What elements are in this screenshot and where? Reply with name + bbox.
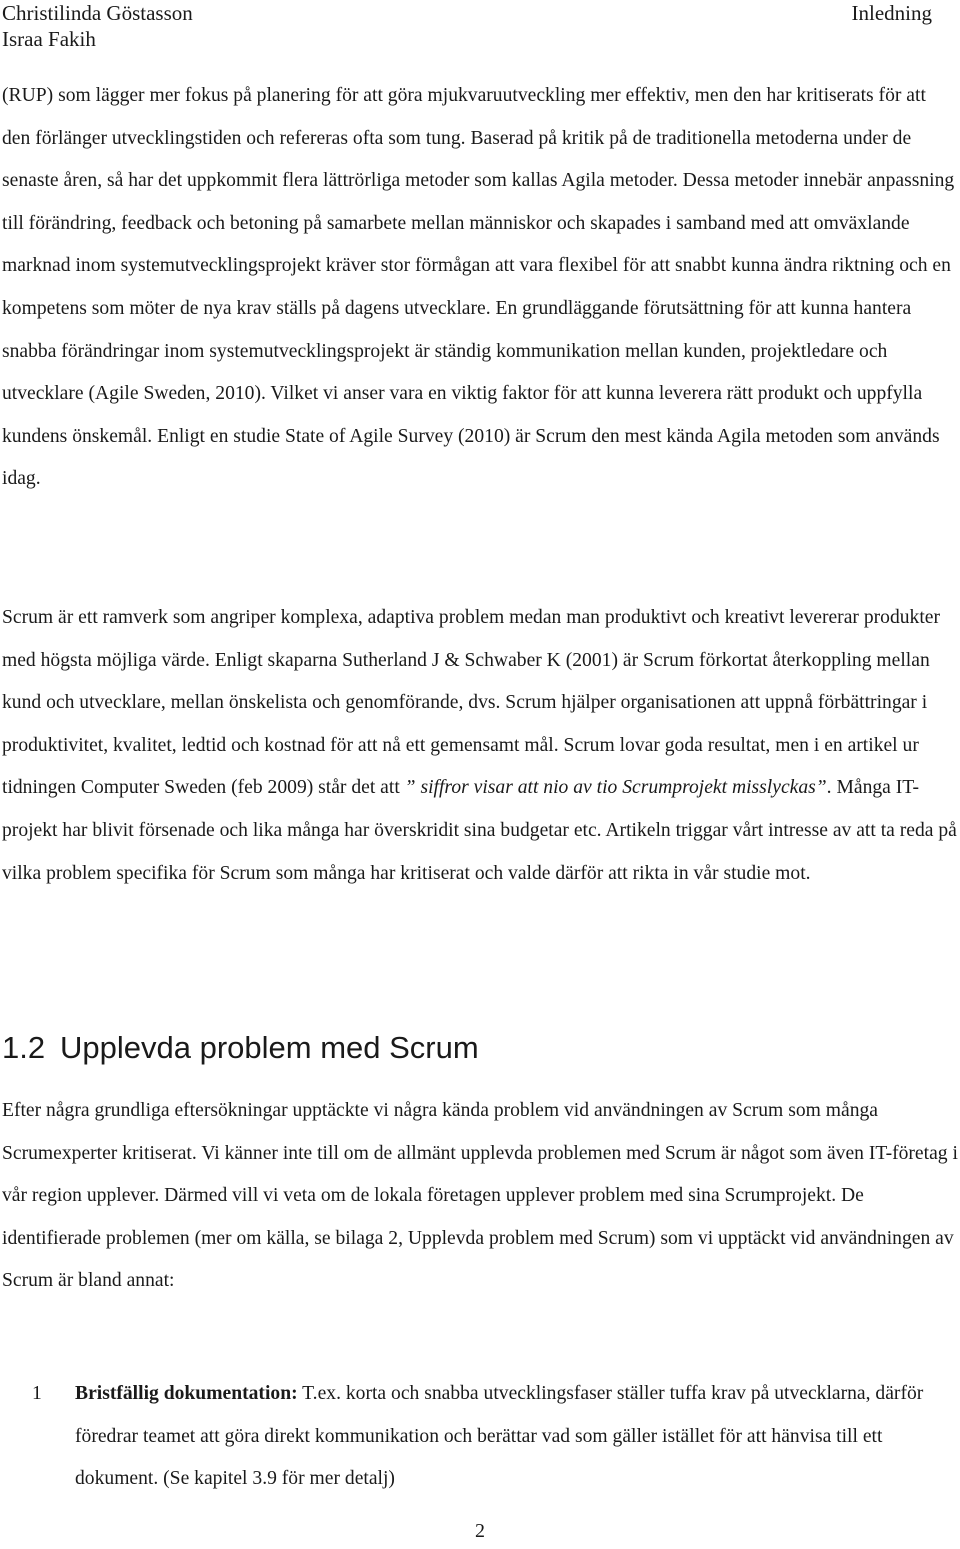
list-item-number: 1 <box>32 1383 42 1404</box>
problem-list <box>2 1373 958 1501</box>
section-heading <box>2 1028 479 1068</box>
author-name-1: Christilinda Göstasson <box>2 1 193 25</box>
paragraph-scrum <box>2 597 958 895</box>
paragraph-text: (RUP) som lägger mer fokus på planering för att göra mjukvaruutveckling mer effektiv, men den har kritiserats för att den förlänger utvecklingstiden och refereras ofta som tung. Baserad på kritik på de traditionella metoderna under de senaste åren, så har det uppkommit flera lättrörliga metoder som kallas Agila metoder. Dessa metoder innebär anpassning till förändring, feedback och betoning på samarbete mellan människor och skapades i samband med att omväxlande marknad inom systemutvecklingsprojekt kräver stor förmågan att vara flexibel för att snabbt kunna ändra riktning och en kompetens som möter de nya krav ställs på dagens utvecklare. En grundläggande förutsättning för att kunna hantera snabba förändringar inom systemutvecklingsprojekt är ständig kommunikation mellan kunden, projektledare och utvecklare (Agile Sweden, 2010). Vilket vi anser vara en viktig faktor för att kunna leverera rätt produkt och uppfylla kundens önskemål. Enligt en studie State of Agile Survey (2010) är Scrum den mest kända Agila metoden som används idag. <box>2 85 955 490</box>
page-header <box>0 0 960 60</box>
paragraph-agile <box>2 75 958 501</box>
list-item-text: T.ex. korta och snabba utvecklingsfaser ställer tuffa krav på utvecklarna, därför föredrar teamet att göra direkt kommunikation och berättar vad som gäller istället för att hänvisa till ett dokument. (Se kapitel 3.9 för mer detalj) <box>75 1383 924 1490</box>
paragraph-text: Efter några grundliga eftersökningar upptäckte vi några kända problem vid användningen av Scrum som många Scrumexperter kritiserat. Vi känner inte till om de allmänt upplevda problemen med Scrum är något som även IT-företag i vår region upplever. Därmed vill vi veta om de lokala företagen upplever problem med sina Scrumprojekt. De identifierade problemen (mer om källa, se bilaga 2, Upplevda problem med Scrum) som vi upptäckt vid användningen av Scrum är bland annat: <box>2 1100 958 1292</box>
list-item-term: Bristfällig dokumentation: <box>75 1383 298 1404</box>
list-item <box>2 1373 958 1501</box>
paragraph-problems <box>2 1090 958 1303</box>
paragraph-text <box>2 597 958 895</box>
section-heading-title: Upplevda problem med Scrum <box>60 1030 479 1065</box>
quote-italic: ” siffror visar att nio av tio Scrumprojekt misslyckas” <box>404 777 827 799</box>
section-number: 1.2 <box>2 1030 46 1065</box>
paragraph-text-part1: Scrum är ett ramverk som angriper komplexa, adaptiva problem medan man produktivt och kreativt levererar produkter med högsta möjliga värde. Enligt skaparna Sutherland J & Schwaber K (2001) är Scrum förkortat återkoppling mellan kund och utvecklare, mellan önskelista och genomförande, dvs. Scrum hjälper organisationen att uppnå förbättringar i produktivitet, kvalitet, ledtid och kostnad för att nå ett gemensamt mål. Scrum lovar goda resultat, men i en artikel ur tidningen Computer Sweden (feb 2009) står det att <box>2 607 940 799</box>
paragraph-text-part2: . Många IT-projekt har blivit försenade och lika många har överskridit sina budgetar etc. Artikeln triggar vårt intresse av att ta reda på vilka problem specifika för Scrum som många har kritiserat och valde därför att rikta in vår studie mot. <box>2 777 957 884</box>
section-title: Inledning <box>851 1 932 25</box>
page-number: 2 <box>475 1520 485 1542</box>
author-name-2: Israa Fakih <box>2 27 96 51</box>
